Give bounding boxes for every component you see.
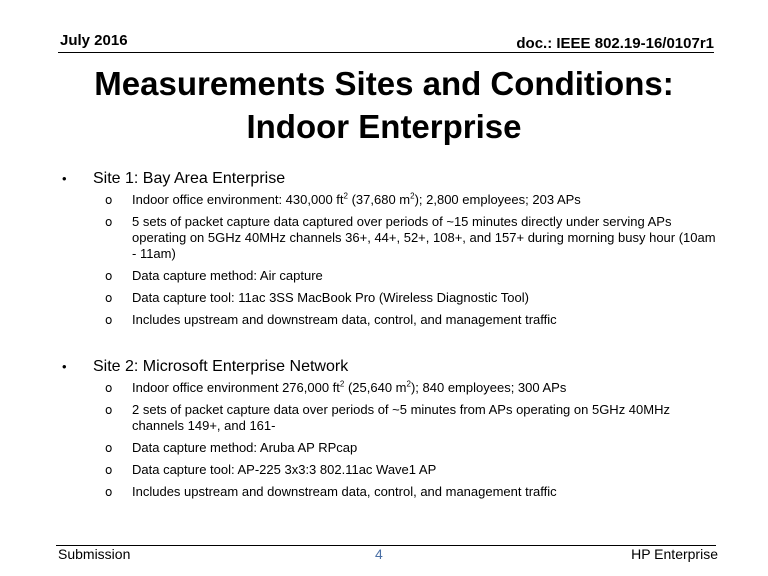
section-site-1	[62, 169, 742, 334]
slide-title-line-2: Indoor Enterprise	[246, 108, 522, 145]
header-rule	[58, 52, 714, 53]
list-item-text: 5 sets of packet capture data captured over periods of ~15 minutes directly under serving APs operating on 5GHz 40MHz channels 36+, 44+, 52+, 108+, and 157+ during morning busy hour (10am - 11am)	[132, 214, 716, 261]
list-item	[105, 380, 742, 396]
header-doc-id: doc.: IEEE 802.19-16/0107r1	[516, 35, 714, 52]
list-item-text: Data capture tool: 11ac 3SS MacBook Pro (Wireless Diagnostic Tool)	[132, 290, 529, 305]
slide-title	[0, 62, 768, 148]
list-item	[105, 402, 742, 434]
header-date: July 2016	[60, 32, 128, 49]
list-item	[105, 268, 742, 284]
section-site-2	[62, 357, 742, 506]
sub-list	[105, 380, 742, 500]
list-item-text: Includes upstream and downstream data, control, and management traffic	[132, 484, 557, 499]
list-item-text: Data capture tool: AP-225 3x3:3 802.11ac Wave1 AP	[132, 462, 437, 477]
circle-bullet-icon: o	[105, 215, 113, 229]
list-item	[105, 290, 742, 306]
list-item-text: Indoor office environment: 430,000 $ft^2$ (37,680 $m^2$); 2,800 employees; 203 APs	[132, 191, 581, 207]
section-heading	[62, 357, 742, 377]
list-item-text: Data capture method: Air capture	[132, 268, 323, 283]
list-item	[105, 192, 742, 208]
list-item	[105, 462, 742, 478]
section-title: Site 2: Microsoft Enterprise Network	[93, 358, 349, 375]
circle-bullet-icon: o	[105, 269, 113, 283]
list-item-text: 2 sets of packet capture data over periods of ~5 minutes from APs operating on 5GHz 40MHz channels 149+, and 161-	[132, 402, 670, 433]
footer-organization: HP Enterprise	[631, 546, 718, 562]
circle-bullet-icon: o	[105, 403, 113, 417]
circle-bullet-icon: o	[105, 291, 113, 305]
footer-submission: Submission	[58, 546, 131, 562]
circle-bullet-icon: o	[105, 441, 113, 455]
footer-page-number: 4	[375, 546, 383, 562]
list-item	[105, 440, 742, 456]
sub-list	[105, 192, 742, 328]
circle-bullet-icon: o	[105, 313, 113, 327]
list-item	[105, 312, 742, 328]
section-heading	[62, 169, 742, 189]
circle-bullet-icon: o	[105, 485, 113, 499]
section-title: Site 1: Bay Area Enterprise	[93, 170, 286, 187]
bullet-icon: •	[62, 171, 67, 186]
circle-bullet-icon: o	[105, 463, 113, 477]
list-item-text: Indoor office environment 276,000 $ft^2$ (25,640 $m^2$); 840 employees; 300 APs	[132, 379, 567, 395]
circle-bullet-icon: o	[105, 193, 113, 207]
slide-title-line-1: Measurements Sites and Conditions:	[94, 65, 674, 102]
list-item-text: Includes upstream and downstream data, control, and management traffic	[132, 312, 557, 327]
footer-rule	[56, 545, 716, 546]
list-item	[105, 214, 742, 262]
list-item	[105, 484, 742, 500]
bullet-icon: •	[62, 359, 67, 374]
circle-bullet-icon: o	[105, 381, 113, 395]
list-item-text: Data capture method: Aruba AP RPcap	[132, 440, 358, 455]
